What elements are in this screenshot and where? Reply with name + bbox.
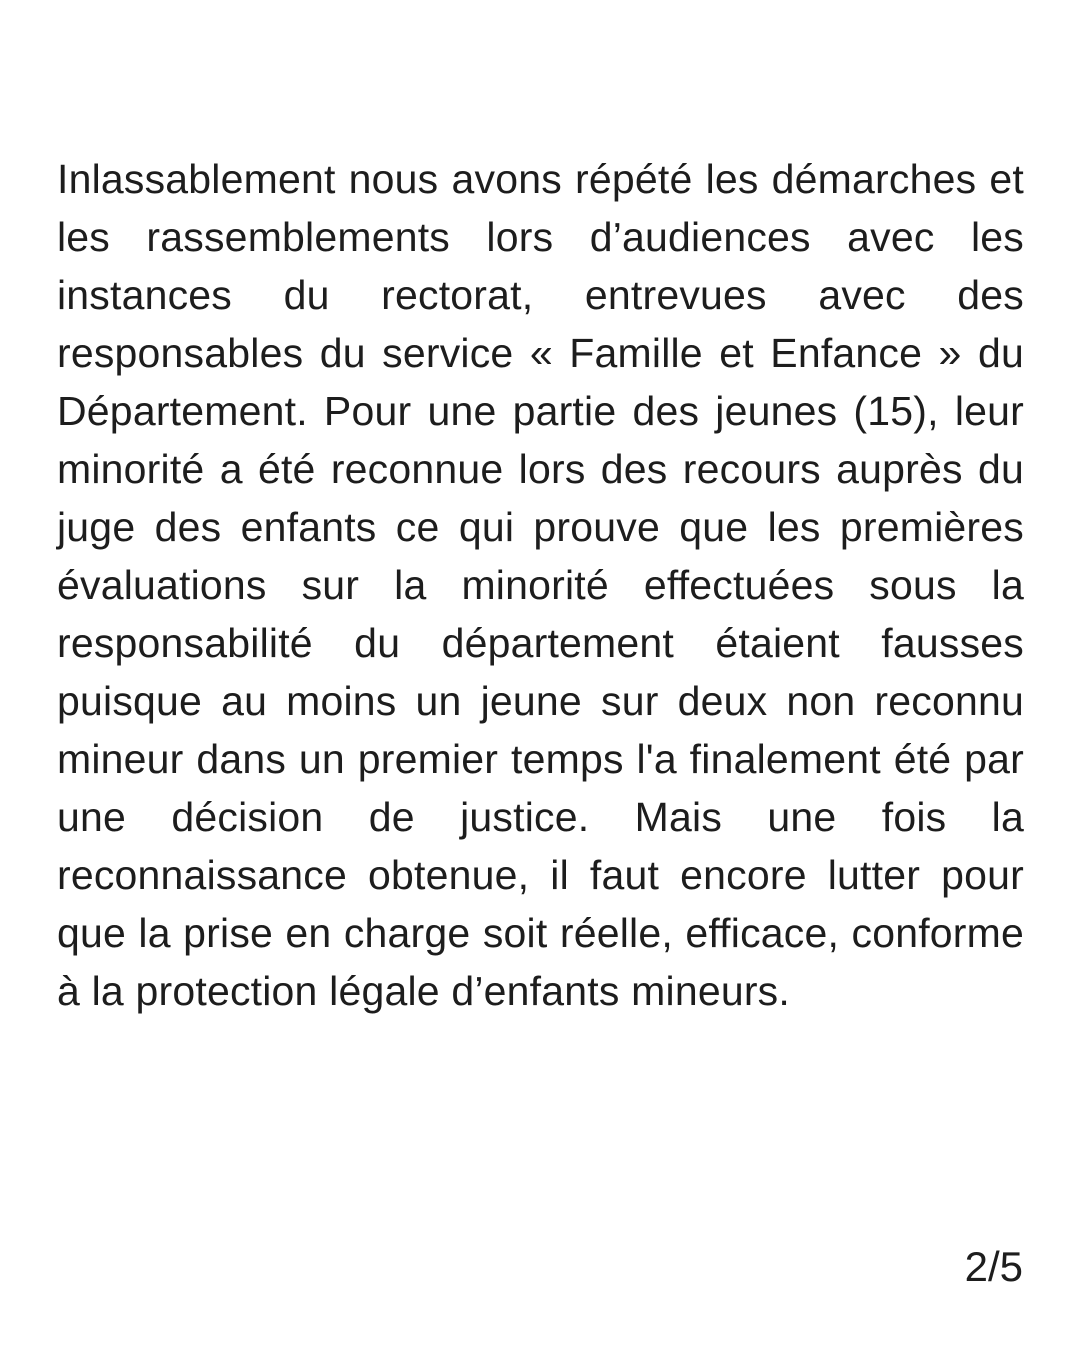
body-paragraph: Inlassablement nous avons répété les démarches et les rassemblements lors d’audiences avec les instances du rectorat, entrevues avec des responsables du service « Famille et Enfance » du Département. Pour une partie des jeunes (15), leur minorité a été reconnue lors des recours auprès du juge des enfants ce qui prouve que les premières évaluations sur la minorité effectuées sous la responsabilité du département étaient fausses puisque au moins un jeune sur deux non reconnu mineur dans un premier temps l'a finalement été par une décision de justice. Mais une fois la reconnaissance obtenue, il faut encore lutter pour que la prise en charge soit réelle, efficace, conforme à la protection légale d’enfants mineurs. — [57, 156, 1024, 1014]
page-number: 2/5 — [964, 1243, 1023, 1290]
